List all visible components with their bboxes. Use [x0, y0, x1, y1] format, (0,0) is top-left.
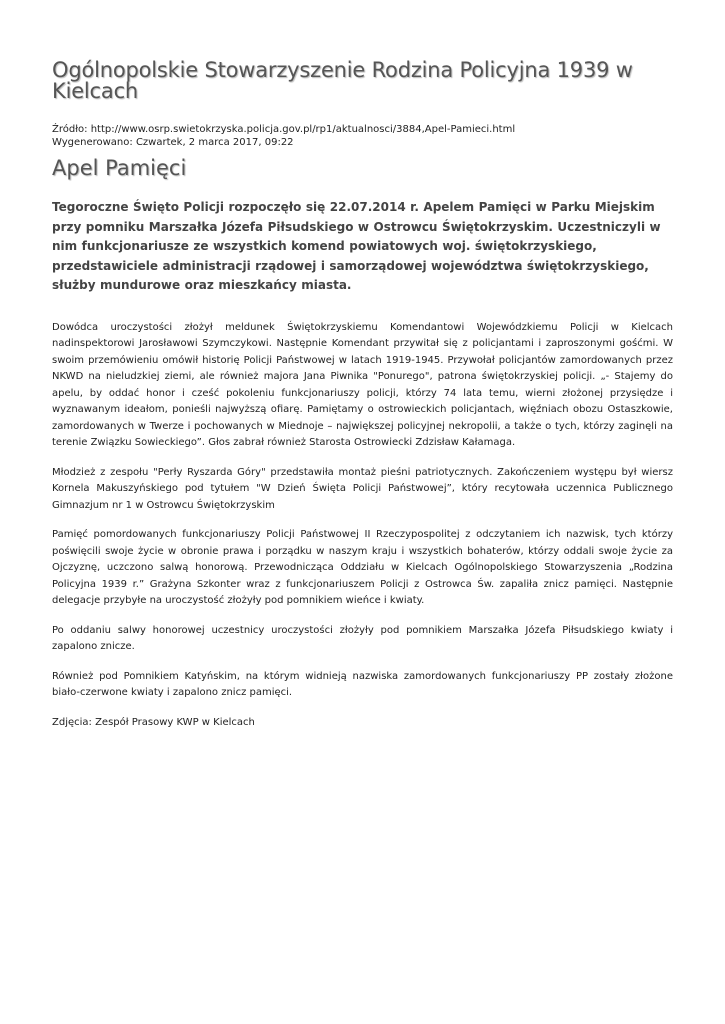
article-title: Apel Pamięci: [52, 156, 187, 180]
article-paragraph: Pamięć pomordowanych funkcjonariuszy Policji Państwowej II Rzeczypospolitej z odczytaniem ich nazwisk, tych którzy poświęcili swoje życie w obronie prawa i porządku w naszym kraju i wszystkich bohaterów, którzy oddali swoje życie za Ojczyznę, uczczono salwą honorową. Przewodnicząca Oddziału w Kielcach Ogólnopolskiego Stowarzyszenia „Rodzina Policyjna 1939 r.” Grażyna Szkonter wraz z funkcjonariuszem Policji z Ostrowca Św. zapaliła znicz pamięci. Następnie delegacje przybyłe na uroczystość złożyły pod pomnikiem wieńce i kwiaty.: [52, 529, 673, 606]
document-page: [52, 60, 673, 744]
photo-credit: Zdjęcia: Zespół Prasowy KWP w Kielcach: [52, 716, 255, 728]
article-paragraph: Po oddaniu salwy honorowej uczestnicy uroczystości złożyły pod pomnikiem Marszałka Józefa Piłsudskiego kwiaty i zapalono znicze.: [52, 624, 673, 652]
article-paragraph: Dowódca uroczystości złożył meldunek Świętokrzyskiemu Komendantowi Wojewódzkiemu Policji w Kielcach nadinspektorowi Jarosławowi Szymczykowi. Następnie Komendant przywitał się z policjantami i zaproszonymi gośćmi. W swoim przemówieniu omówił historię Policji Państwowej w latach 1919-1945. Przywołał policjantów zamordowanych przez NKWD na nieludzkiej ziemi, ale również majora Jana Piwnika "Ponurego", patrona świętokrzyskiej policji. „- Stajemy do apelu, by oddać honor i cześć pokoleniu funkcjonariuszy policji, którzy 74 lata temu, wierni złożonej przysiędze i wyznawanym ideałom, ponieśli najwyższą ofiarę. Pamiętamy o ostrowieckich policjantach, więźniach obozu Ostaszkowie, zamordowanych w Twerze i pochowanych w Miednoje – największej policyjnej nekropolii, a także o tych, którzy zaginęli na terenie Związku Sowieckiego”. Głos zabrał również Starosta Ostrowiecki Zdzisław Kałamaga.: [52, 321, 673, 448]
article-paragraph: Młodzież z zespołu "Perły Ryszarda Góry" przedstawiła montaż pieśni patriotycznych. Zakończeniem występu był wiersz Kornela Makuszyńskiego pod tytułem "W Dzień Święta Policji Państwowej”, który recytowała uczennica Publicznego Gimnazjum nr 1 w Ostrowcu Świętokrzyskim: [52, 466, 673, 511]
article-paragraph: Również pod Pomnikiem Katyńskim, na którym widnieją nazwiska zamordowanych funkcjonariuszy PP zostały złożone biało-czerwone kwiaty i zapalono znicz pamięci.: [52, 670, 673, 698]
generated-date: Wygenerowano: Czwartek, 2 marca 2017, 09:22: [52, 137, 294, 148]
source-url: Źródło: http://www.osrp.swietokrzyska.policja.gov.pl/rp1/aktualnosci/3884,Apel-Pamieci.html: [52, 124, 516, 135]
organization-title: Ogólnopolskie Stowarzyszenie Rodzina Policyjna 1939 w Kielcach: [52, 58, 633, 103]
article-lead: Tegoroczne Święto Policji rozpoczęło się 22.07.2014 r. Apelem Pamięci w Parku Miejskim przy pomniku Marszałka Józefa Piłsudskiego w Ostrowcu Świętokrzyskim. Uczestniczyli w nim funkcjonariusze ze wszystkich komend powiatowych woj. świętokrzyskiego, przedstawiciele administracji rządowej i samorządowej województwa świętokrzyskiego, służby mundurowe oraz mieszkańcy miasta.: [52, 200, 661, 292]
